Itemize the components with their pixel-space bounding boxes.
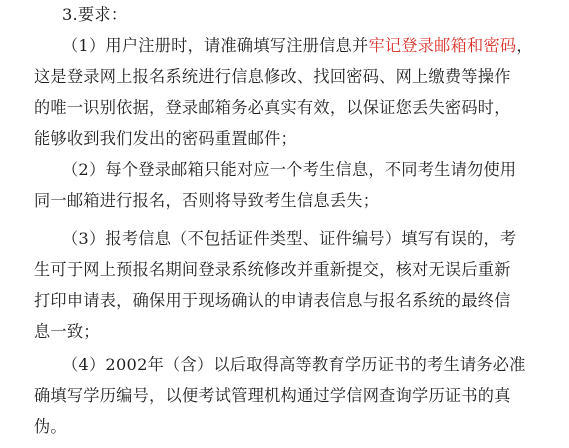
item-1-line-2: 这是登录网上报名系统进行信息修改、找回密码、网上缴费等操作 [34,67,511,86]
section-heading: 3.要求： [62,5,128,24]
item-2-line-2: 同一邮箱进行报名，否则将导致考生信息丢失； [34,191,380,210]
item-4-line-3: 伪。 [34,417,67,436]
item-1-highlight: 牢记登录邮箱和密码 [368,36,517,55]
item-1-line-3: 的唯一识别依据，登录邮箱务必真实有效，以保证您丢失密码时， [34,98,511,117]
item-1-line-1 [62,36,533,56]
item-1-line-1-after: ， [516,36,533,55]
item-3-line-3: 打印申请表，确保用于现场确认的申请表信息与报名系统的最终信 [34,291,511,310]
item-1-line-4: 能够收到我们发出的密码重置邮件； [34,129,297,148]
item-4-line-2: 确填写学历编号，以便考试管理机构通过学信网查询学历证书的真 [34,386,511,405]
item-3-line-4: 息一致； [34,322,100,341]
item-3-line-1: （3）报考信息（不包括证件类型、证件编号）填写有误的，考 [62,229,517,248]
item-3-line-2: 生可于网上预报名期间登录系统修改并重新提交，核对无误后重新 [34,260,511,279]
item-1-line-1-text: （1）用户注册时，请准确填写注册信息并 [62,36,369,55]
item-4-line-1: （4）2002年（含）以后取得高等教育学历证书的考生请务必准 [62,355,526,374]
item-2-line-1: （2）每个登录邮箱只能对应一个考生信息，不同考生请勿使用 [62,160,517,179]
